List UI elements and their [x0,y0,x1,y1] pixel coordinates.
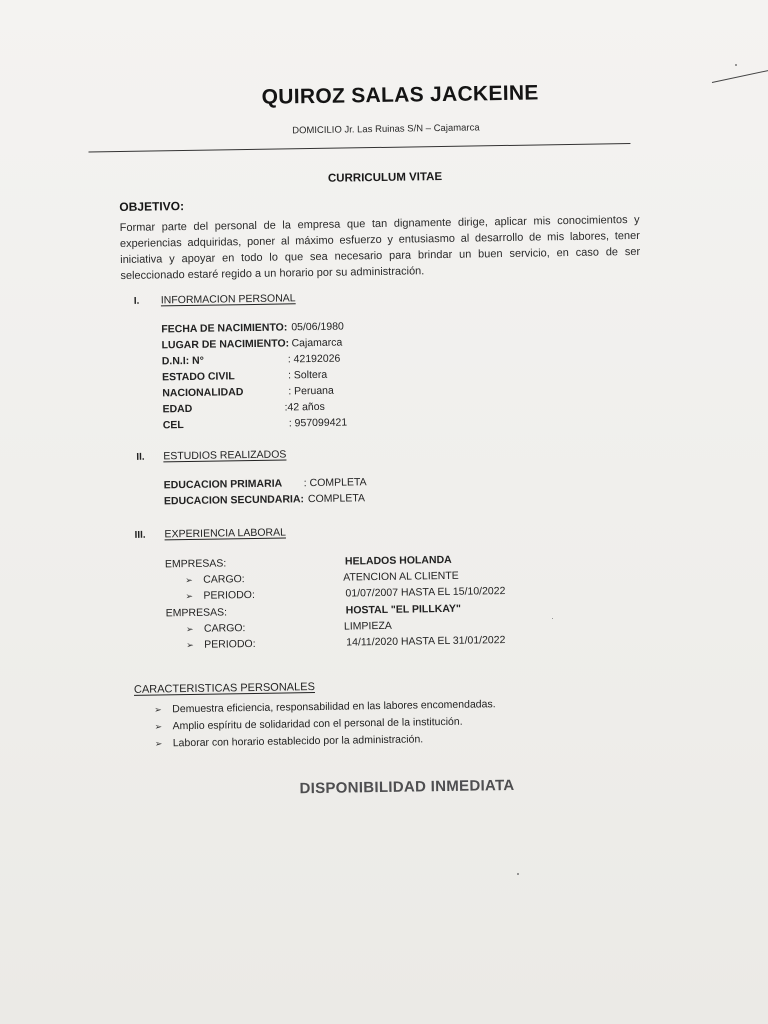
applicant-address: DOMICILIO Jr. Las Ruinas S/N – Cajamarca [292,122,480,137]
arrow-bullet-icon: ➢ [154,704,162,715]
field-value: 05/06/1980 [291,320,344,334]
field-label: CEL [162,419,184,432]
objective-text [120,212,641,284]
personal-info-row [162,369,327,384]
company-label: EMPRESAS: [165,606,228,620]
applicant-name: QUIROZ SALAS JACKEINE [261,81,539,109]
job-period-row [185,585,505,602]
objective-paragraph: Formar parte del personal de la empresa que tan dignamente dirige, aplicar mis conocimientos y experiencias adquiridas, poner al máximo esfuerzo y entusiasmo al desarrollo de mis labores, tener iniciativa y apoyar en todo lo que sea necesario para brindar un buen servicio, en caso de ser seleccionado estaré regido a un horario por su administración. [119,213,641,283]
sub-value: LIMPIEZA [343,619,392,633]
sub-value: 01/07/2007 HASTA EL 15/10/2022 [345,585,506,600]
education-status: : COMPLETA [303,476,367,490]
availability-statement: DISPONIBILIDAD INMEDIATA [299,776,515,798]
sub-label: PERIODO: [204,637,256,651]
document-title: CURRICULUM VITAE [327,170,443,185]
arrow-bullet-icon: ➢ [154,721,163,732]
job-company-row [166,603,461,620]
characteristic-text: Amplio espíritu de solidaridad con el personal de la institución. [172,715,463,733]
field-label: FECHA DE NACIMIENTO: [161,321,288,336]
sub-value: ATENCION AL CLIENTE [343,569,459,584]
education-level: EDUCACION SECUNDARIA: [163,493,305,508]
job-role-row [185,570,459,586]
field-label: D.N.I: N° [161,354,205,368]
job-company-row [165,554,452,571]
arrow-bullet-icon: ➢ [154,738,163,749]
field-value: : Peruana [288,384,334,398]
education-row [164,492,365,507]
arrow-bullet-icon: ➢ [185,590,194,602]
header-divider [88,143,630,153]
objective-heading: OBJETIVO: [119,199,185,215]
section-numeral-education: II. [136,451,145,463]
arrow-bullet-icon: ➢ [185,623,194,635]
characteristic-item [154,716,462,733]
personal-info-row [161,337,342,352]
field-label: ESTADO CIVIL [161,370,235,384]
personal-info-row [161,321,344,336]
characteristic-item [154,698,496,715]
field-value: : Soltera [287,368,328,382]
company-label: EMPRESAS: [164,557,227,571]
field-value: : 42192026 [287,352,341,366]
section-title-personal: INFORMACION PERSONAL [160,292,296,307]
education-status: COMPLETA [307,492,366,506]
arrow-bullet-icon: ➢ [186,639,194,651]
sub-label: CARGO: [203,622,246,635]
section-title-experience: EXPERIENCIA LABORAL [164,526,286,541]
section-numeral-experience: III. [134,529,146,541]
characteristic-text: Laborar con horario establecido por la administración. [172,733,424,750]
education-row [164,476,367,491]
job-role-row [186,620,392,635]
field-value: Cajamarca [291,336,343,350]
sub-value: 14/11/2020 HASTA EL 31/01/2022 [346,634,506,649]
sub-label: CARGO: [203,573,245,586]
field-value: :42 años [284,400,325,414]
personal-info-row [162,401,324,416]
company-name: HELADOS HOLANDA [344,553,452,568]
job-period-row [186,634,505,651]
section-title-education: ESTUDIOS REALIZADOS [163,448,287,463]
company-name: HOSTAL "EL PILLKAY" [345,602,461,617]
field-label: NACIONALIDAD [162,386,244,400]
section-title-characteristics: CARACTERISTICAS PERSONALES [133,681,315,696]
characteristic-item [155,733,424,749]
field-label: EDAD [162,402,193,416]
field-value: : 957099421 [288,416,348,430]
arrow-bullet-icon: ➢ [185,574,193,586]
education-level: EDUCACION PRIMARIA [163,477,283,492]
field-label: LUGAR DE NACIMIENTO: [161,337,290,352]
personal-info-row [162,353,341,368]
personal-info-row [163,417,348,432]
personal-info-row [162,385,334,400]
sub-label: PERIODO: [203,588,255,602]
characteristic-text: Demuestra eficiencia, responsabilidad en las labores encomendadas. [172,698,496,716]
section-numeral-personal: I. [133,295,140,307]
